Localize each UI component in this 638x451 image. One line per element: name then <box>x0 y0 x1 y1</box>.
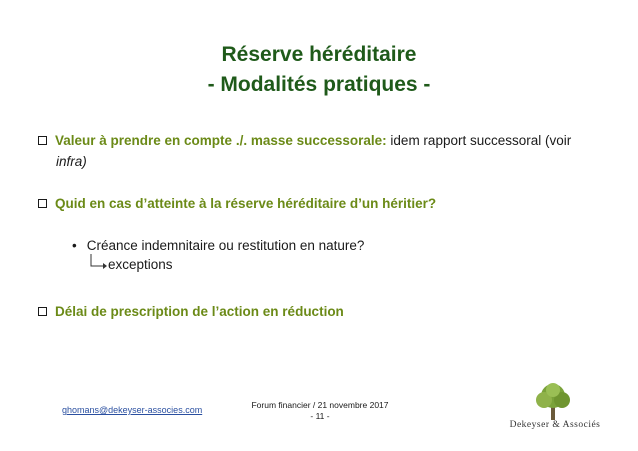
footer-event-text: Forum financier / 21 novembre 2017 <box>251 400 389 410</box>
title-line-2: - Modalités pratiques - <box>207 73 431 96</box>
exceptions-label: exceptions <box>108 257 173 272</box>
checkbox-bullet-icon <box>38 307 47 316</box>
slide-title <box>0 40 638 100</box>
footer-event <box>250 400 390 422</box>
arrow-icon <box>90 254 110 270</box>
bullet-continuation: infra) <box>56 154 87 169</box>
footer-email-link[interactable]: ghomans@dekeyser-associes.com <box>62 405 203 415</box>
bullet-quid <box>38 193 598 214</box>
bullet-heading: Valeur à prendre en compte ./. masse successorale: <box>55 133 387 148</box>
bullet-valeur <box>38 130 598 172</box>
sub-bullet <box>72 236 364 256</box>
bullet-text: idem rapport successoral (voir <box>386 133 572 148</box>
checkbox-bullet-icon <box>38 136 47 145</box>
bullet-delai <box>38 301 598 322</box>
checkbox-bullet-icon <box>38 199 47 208</box>
logo-text: Dekeyser & Associés <box>509 420 601 430</box>
title-line-1: Réserve héréditaire <box>221 43 417 66</box>
page-number: - 11 - <box>310 411 330 421</box>
bullet-heading: Quid en cas d’atteinte à la réserve héréditaire d’un héritier? <box>55 196 437 211</box>
bullet-heading: Délai de prescription de l’action en réduction <box>55 304 344 319</box>
sub-bullet-text: Créance indemnitaire ou restitution en nature? <box>86 238 365 253</box>
bullet-dot: • <box>72 238 77 253</box>
